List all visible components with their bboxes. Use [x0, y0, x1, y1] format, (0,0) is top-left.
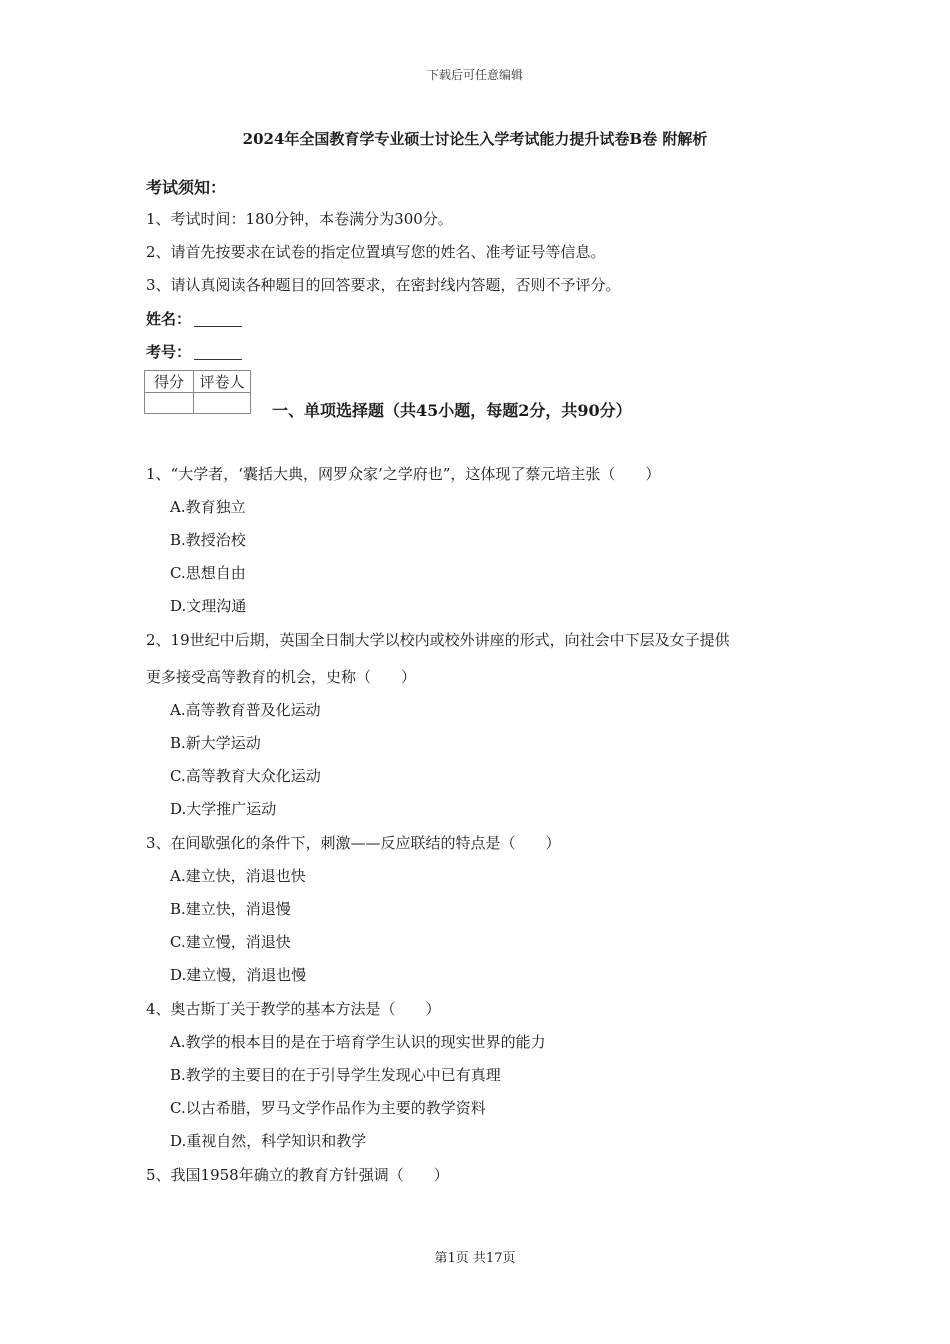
id-label: 考号： — [146, 343, 192, 361]
grader-cell — [194, 393, 251, 414]
score-cell — [145, 393, 194, 414]
question-option: B.教学的主要目的在于引导学生发现心中已有真理 — [170, 1066, 501, 1084]
notice-item: 2、请首先按要求在试卷的指定位置填写您的姓名、准考证号等信息。 — [146, 243, 606, 261]
question-option: B.教授治校 — [170, 531, 246, 549]
notice-heading: 考试须知： — [146, 178, 227, 197]
question-option: C.思想自由 — [170, 564, 246, 582]
name-label: 姓名： — [146, 310, 192, 328]
question-option: A.高等教育普及化运动 — [170, 701, 321, 719]
grader-header: 评卷人 — [194, 371, 251, 393]
score-header: 得分 — [145, 371, 194, 393]
question-option: C.建立慢，消退快 — [170, 933, 291, 951]
question-option: D.建立慢，消退也慢 — [170, 966, 307, 984]
question-option: D.重视自然，科学知识和教学 — [170, 1132, 367, 1150]
question-stem: 1、“大学者，‘囊括大典，网罗众家’之学府也”，这体现了蔡元培主张（ ） — [146, 465, 661, 483]
score-table — [144, 370, 251, 414]
question-option: B.建立快，消退慢 — [170, 900, 291, 918]
question-stem: 4、奥古斯丁关于教学的基本方法是（ ） — [146, 1000, 441, 1018]
exam-title: 2024年全国教育学专业硕士讨论生入学考试能力提升试卷B卷 附解析 — [242, 130, 708, 148]
notice-item: 3、请认真阅读各种题目的回答要求，在密封线内答题，否则不予评分。 — [146, 276, 621, 294]
question-option: D.大学推广运动 — [170, 800, 277, 818]
name-blank — [194, 325, 242, 327]
question-option: A.教育独立 — [170, 498, 246, 516]
question-option: B.新大学运动 — [170, 734, 261, 752]
question-option: C.以古希腊，罗马文学作品作为主要的教学资料 — [170, 1099, 486, 1117]
question-stem: 2、19世纪中后期，英国全日制大学以校内或校外讲座的形式，向社会中下层及女子提供 — [146, 631, 730, 649]
question-option: A.建立快，消退也快 — [170, 867, 306, 885]
page-header: 下载后可任意编辑 — [426, 68, 523, 82]
page-footer: 第1页 共17页 — [434, 1251, 516, 1266]
question-option: D.文理沟通 — [170, 597, 247, 615]
id-blank — [194, 358, 242, 360]
question-stem-continued: 更多接受高等教育的机会，史称（ ） — [146, 668, 417, 686]
question-stem: 5、我国1958年确立的教育方针强调（ ） — [146, 1166, 449, 1184]
notice-item: 1、考试时间：180分钟，本卷满分为300分。 — [146, 210, 453, 228]
question-stem: 3、在间歇强化的条件下，刺激——反应联结的特点是（ ） — [146, 834, 561, 852]
question-option: A.教学的根本目的是在于培育学生认识的现实世界的能力 — [170, 1033, 546, 1051]
section-title: 一、单项选择题（共45小题，每题2分，共90分） — [272, 401, 632, 420]
question-option: C.高等教育大众化运动 — [170, 767, 321, 785]
